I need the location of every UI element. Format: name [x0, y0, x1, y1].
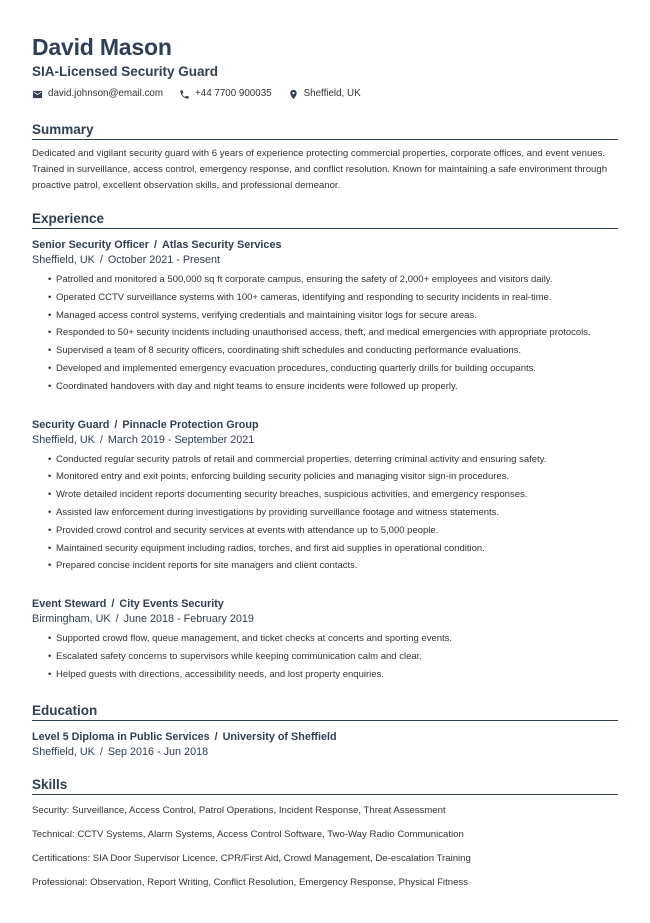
experience-section: [32, 210, 618, 684]
job-meta-line: [32, 433, 618, 448]
skill-line: Security: Surveillance, Access Control, Patrol Operations, Incident Response, Threat Assessment: [32, 804, 446, 816]
experience-heading: Experience: [32, 210, 618, 229]
job-position: Senior Security Officer: [32, 239, 150, 251]
skills-heading: Skills: [32, 776, 618, 795]
bullet-item: • Monitored entry and exit points, enforcing building security policies and managing visitor sign-in procedures.: [48, 468, 618, 486]
bullet-item: • Supported crowd flow, queue management, and ticket checks at concerts and sporting events.: [48, 630, 618, 648]
bullet-item: • Coordinated handovers with day and night teams to ensure incidents were followed up properly.: [48, 378, 618, 396]
education-location: Sheffield, UK: [32, 745, 95, 758]
education-school: University of Sheffield: [222, 730, 337, 743]
separator: /: [99, 745, 103, 758]
job-meta-line: [32, 253, 618, 268]
job-company: City Events Security: [119, 598, 224, 611]
education-section: [32, 702, 618, 760]
bullet-item: • Assisted law enforcement during investigations by providing surveillance footage and witness statements.: [48, 504, 618, 522]
contact-email[interactable]: [32, 87, 163, 101]
job-title-line: [32, 597, 618, 612]
bullet-item: • Operated CCTV surveillance systems with 100+ cameras, identifying and responding to security incidents in real-time.: [48, 289, 618, 307]
job-bullets: [32, 451, 618, 576]
bullet-item: • Maintained security equipment including radios, torches, and first aid supplies in operational condition.: [48, 540, 618, 558]
bullet-item: • Conducted regular security patrols of retail and commercial properties, deterring criminal activity and ensuring safety.: [48, 451, 618, 469]
bullet-item: • Escalated safety concerns to supervisors while keeping communication calm and clear.: [48, 648, 618, 666]
job-location: Birmingham, UK: [32, 613, 111, 626]
bullet-item: • Provided crowd control and security services at events with attendance up to 5,000 people.: [48, 522, 618, 540]
job-bullets: [32, 630, 618, 683]
map-pin-icon: [288, 89, 299, 100]
contact-location: [288, 87, 361, 101]
job-entry: [32, 418, 618, 576]
separator: /: [99, 254, 103, 266]
contact-phone[interactable]: [179, 87, 272, 101]
summary-text: Dedicated and vigilant security guard with 6 years of experience protecting commercial properties, corporate offices, and event venues. Trained in surveillance, access control, emergency response, and conflict resolution. Known for maintaining a safe environment through proactive patrol, excellent observation skills, and professional demeanor.: [32, 148, 608, 191]
education-dates: Sep 2016 - Jun 2018: [107, 745, 209, 758]
education-entry: [32, 730, 618, 760]
job-location: Sheffield, UK: [32, 254, 95, 266]
job-location: Sheffield, UK: [32, 433, 95, 446]
separator: /: [114, 418, 118, 431]
candidate-role: SIA-Licensed Security Guard: [32, 64, 219, 79]
separator: /: [154, 239, 158, 251]
job-meta-line: [32, 612, 618, 627]
separator: /: [115, 613, 119, 626]
skill-line: Technical: CCTV Systems, Alarm Systems, Access Control Software, Two-Way Radio Communication: [32, 828, 464, 840]
location-text: Sheffield, UK: [303, 88, 361, 99]
job-position: Event Steward: [32, 598, 107, 611]
summary-section: [32, 121, 618, 194]
job-company: Atlas Security Services: [162, 239, 282, 251]
separator: /: [214, 730, 218, 743]
bullet-item: • Wrote detailed incident reports documenting security breaches, suspicious activities, and emergency responses.: [48, 486, 618, 504]
email-text: david.johnson@email.com: [48, 88, 164, 99]
phone-text: +44 7700 900035: [195, 88, 272, 99]
job-entry: [32, 597, 618, 683]
bullet-item: • Responded to 50+ security incidents including unauthorised access, theft, and medical emergencies with appropriate protocols.: [48, 324, 618, 342]
bullet-item: • Helped guests with directions, accessibility needs, and lost property enquiries.: [48, 666, 618, 684]
job-dates: June 2018 - February 2019: [123, 613, 254, 626]
job-bullets: [32, 271, 618, 396]
contact-row: [32, 87, 618, 101]
education-meta-line: [32, 745, 618, 760]
job-position: Security Guard: [32, 418, 110, 431]
separator: /: [111, 598, 115, 611]
bullet-item: • Developed and implemented emergency evacuation procedures, conducting quarterly drills for building occupants.: [48, 360, 618, 378]
bullet-item: • Supervised a team of 8 security officers, coordinating shift schedules and conducting performance evaluations.: [48, 342, 618, 360]
separator: /: [99, 433, 103, 446]
candidate-name: David Mason: [32, 34, 172, 60]
job-title-line: [32, 238, 618, 253]
education-degree: Level 5 Diploma in Public Services: [32, 730, 210, 743]
job-company: Pinnacle Protection Group: [122, 418, 259, 431]
job-dates: October 2021 - Present: [107, 254, 221, 266]
resume-header: [32, 34, 618, 101]
bullet-item: • Patrolled and monitored a 500,000 sq ft corporate campus, ensuring the safety of 2,000+ employees and visitors daily.: [48, 271, 618, 289]
education-title-line: [32, 730, 618, 745]
job-entry: [32, 238, 618, 396]
bullet-item: • Managed access control systems, verifying credentials and maintaining visitor logs for secure areas.: [48, 307, 618, 325]
skill-line: Professional: Observation, Report Writing, Conflict Resolution, Emergency Response, Physical Fitness: [32, 876, 468, 888]
education-heading: Education: [32, 702, 618, 721]
phone-icon: [179, 89, 190, 100]
envelope-icon: [32, 89, 43, 100]
skills-section: [32, 776, 618, 891]
summary-heading: Summary: [32, 121, 618, 140]
job-dates: March 2019 - September 2021: [107, 433, 255, 446]
skill-line: Certifications: SIA Door Supervisor Licence, CPR/First Aid, Crowd Management, De-escalation Training: [32, 852, 471, 864]
job-title-line: [32, 418, 618, 433]
bullet-item: • Prepared concise incident reports for site managers and client contacts.: [48, 557, 618, 575]
